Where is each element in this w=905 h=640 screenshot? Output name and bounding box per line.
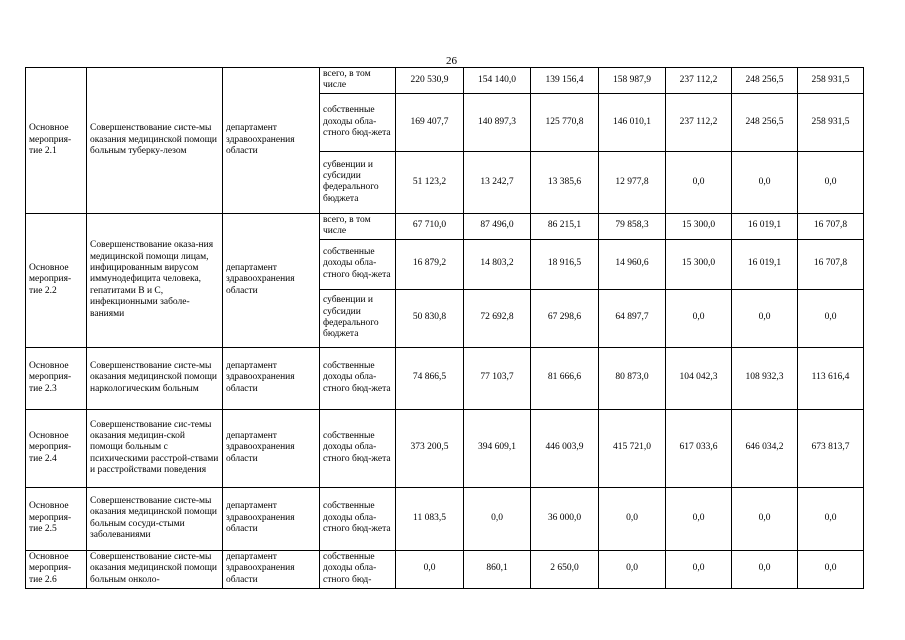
amount-cell: 15 300,0 [666, 239, 732, 289]
amount-cell: 169 407,7 [396, 93, 464, 151]
activity-cell: Основное мероприя-тие 2.2 [26, 213, 87, 347]
amount-cell: 74 866,5 [396, 347, 464, 409]
funding-source-cell: собственные доходы обла-стного бюд-жета [320, 93, 396, 151]
funding-source-cell: собственные доходы обла-стного бюд- [320, 550, 396, 588]
amount-cell: 50 830,8 [396, 289, 464, 347]
amount-cell: 77 103,7 [464, 347, 531, 409]
amount-cell: 125 770,8 [531, 93, 599, 151]
amount-cell: 13 242,7 [464, 151, 531, 213]
amount-cell: 67 298,6 [531, 289, 599, 347]
amount-cell: 12 977,8 [599, 151, 666, 213]
amount-cell: 220 530,9 [396, 68, 464, 94]
table-row [26, 213, 864, 239]
amount-cell: 248 256,5 [732, 93, 798, 151]
amount-cell: 140 897,3 [464, 93, 531, 151]
amount-cell: 158 987,9 [599, 68, 666, 94]
funding-source-cell: субвенции и субсидии федерального бюджета [320, 151, 396, 213]
amount-cell: 0,0 [666, 289, 732, 347]
amount-cell: 11 083,5 [396, 487, 464, 550]
budget-table-body [26, 68, 864, 589]
amount-cell: 18 916,5 [531, 239, 599, 289]
amount-cell: 2 650,0 [531, 550, 599, 588]
funding-source-cell: всего, в том числе [320, 68, 396, 94]
amount-cell: 16 707,8 [798, 239, 864, 289]
activity-cell: Основное мероприя-тие 2.4 [26, 409, 87, 487]
funding-source-cell: собственные доходы обла-стного бюд-жета [320, 487, 396, 550]
amount-cell: 80 873,0 [599, 347, 666, 409]
amount-cell: 16 707,8 [798, 213, 864, 239]
description-cell: Совершенствование сис-темы оказания медицин-ской помощи больным с психическими расстрой-ствами и расстройствами поведения [87, 409, 223, 487]
funding-source-cell: собственные доходы обла-стного бюд-жета [320, 409, 396, 487]
table-row [26, 487, 864, 550]
activity-cell: Основное мероприя-тие 2.5 [26, 487, 87, 550]
amount-cell: 673 813,7 [798, 409, 864, 487]
responsible-cell: департамент здравоохранения области [223, 550, 320, 588]
amount-cell: 16 019,1 [732, 213, 798, 239]
amount-cell: 0,0 [798, 487, 864, 550]
table-row [26, 550, 864, 588]
table-row [26, 347, 864, 409]
amount-cell: 373 200,5 [396, 409, 464, 487]
funding-source-cell: собственные доходы обла-стного бюд-жета [320, 239, 396, 289]
amount-cell: 0,0 [732, 289, 798, 347]
description-cell: Совершенствование оказа-ния медицинской помощи лицам, инфицированным вирусом иммунодефицита человека, гепатитами B и C, инфекционными заболе-ваниями [87, 213, 223, 347]
amount-cell: 146 010,1 [599, 93, 666, 151]
responsible-cell: департамент здравоохранения области [223, 487, 320, 550]
amount-cell: 72 692,8 [464, 289, 531, 347]
amount-cell: 0,0 [666, 151, 732, 213]
amount-cell: 237 112,2 [666, 68, 732, 94]
amount-cell: 67 710,0 [396, 213, 464, 239]
amount-cell: 13 385,6 [531, 151, 599, 213]
amount-cell: 0,0 [798, 550, 864, 588]
activity-cell: Основное мероприя-тие 2.1 [26, 68, 87, 214]
amount-cell: 0,0 [464, 487, 531, 550]
amount-cell: 0,0 [732, 151, 798, 213]
responsible-cell: департамент здравоохранения области [223, 409, 320, 487]
amount-cell: 0,0 [666, 550, 732, 588]
amount-cell: 113 616,4 [798, 347, 864, 409]
amount-cell: 0,0 [798, 151, 864, 213]
amount-cell: 86 215,1 [531, 213, 599, 239]
description-cell: Совершенствование систе-мы оказания медицинской помощи больным онколо- [87, 550, 223, 588]
amount-cell: 394 609,1 [464, 409, 531, 487]
amount-cell: 258 931,5 [798, 68, 864, 94]
amount-cell: 415 721,0 [599, 409, 666, 487]
responsible-cell: департамент здравоохранения области [223, 68, 320, 214]
amount-cell: 446 003,9 [531, 409, 599, 487]
funding-source-cell: субвенции и субсидии федерального бюджета [320, 289, 396, 347]
amount-cell: 16 879,2 [396, 239, 464, 289]
description-cell: Совершенствование систе-мы оказания медицинской помощи больным сосуди-стыми заболеваниями [87, 487, 223, 550]
funding-source-cell: всего, в том числе [320, 213, 396, 239]
amount-cell: 0,0 [599, 487, 666, 550]
amount-cell: 0,0 [798, 289, 864, 347]
amount-cell: 154 140,0 [464, 68, 531, 94]
amount-cell: 14 960,6 [599, 239, 666, 289]
table-row [26, 409, 864, 487]
amount-cell: 79 858,3 [599, 213, 666, 239]
amount-cell: 258 931,5 [798, 93, 864, 151]
amount-cell: 87 496,0 [464, 213, 531, 239]
amount-cell: 0,0 [732, 550, 798, 588]
amount-cell: 0,0 [666, 487, 732, 550]
responsible-cell: департамент здравоохранения области [223, 213, 320, 347]
amount-cell: 51 123,2 [396, 151, 464, 213]
amount-cell: 0,0 [732, 487, 798, 550]
amount-cell: 14 803,2 [464, 239, 531, 289]
amount-cell: 81 666,6 [531, 347, 599, 409]
budget-table [25, 67, 864, 589]
description-cell: Совершенствование систе-мы оказания медицинской помощи наркологическим больным [87, 347, 223, 409]
amount-cell: 0,0 [396, 550, 464, 588]
funding-source-cell: собственные доходы обла-стного бюд-жета [320, 347, 396, 409]
amount-cell: 237 112,2 [666, 93, 732, 151]
amount-cell: 248 256,5 [732, 68, 798, 94]
activity-cell: Основное мероприя-тие 2.3 [26, 347, 87, 409]
amount-cell: 646 034,2 [732, 409, 798, 487]
amount-cell: 0,0 [599, 550, 666, 588]
activity-cell: Основное мероприя-тие 2.6 [26, 550, 87, 588]
amount-cell: 15 300,0 [666, 213, 732, 239]
amount-cell: 64 897,7 [599, 289, 666, 347]
amount-cell: 108 932,3 [732, 347, 798, 409]
amount-cell: 860,1 [464, 550, 531, 588]
description-cell: Совершенствование систе-мы оказания медицинской помощи больным туберку-лезом [87, 68, 223, 214]
responsible-cell: департамент здравоохранения области [223, 347, 320, 409]
amount-cell: 36 000,0 [531, 487, 599, 550]
amount-cell: 16 019,1 [732, 239, 798, 289]
amount-cell: 104 042,3 [666, 347, 732, 409]
amount-cell: 139 156,4 [531, 68, 599, 94]
page-number: 26 [446, 55, 457, 67]
table-row [26, 68, 864, 94]
amount-cell: 617 033,6 [666, 409, 732, 487]
